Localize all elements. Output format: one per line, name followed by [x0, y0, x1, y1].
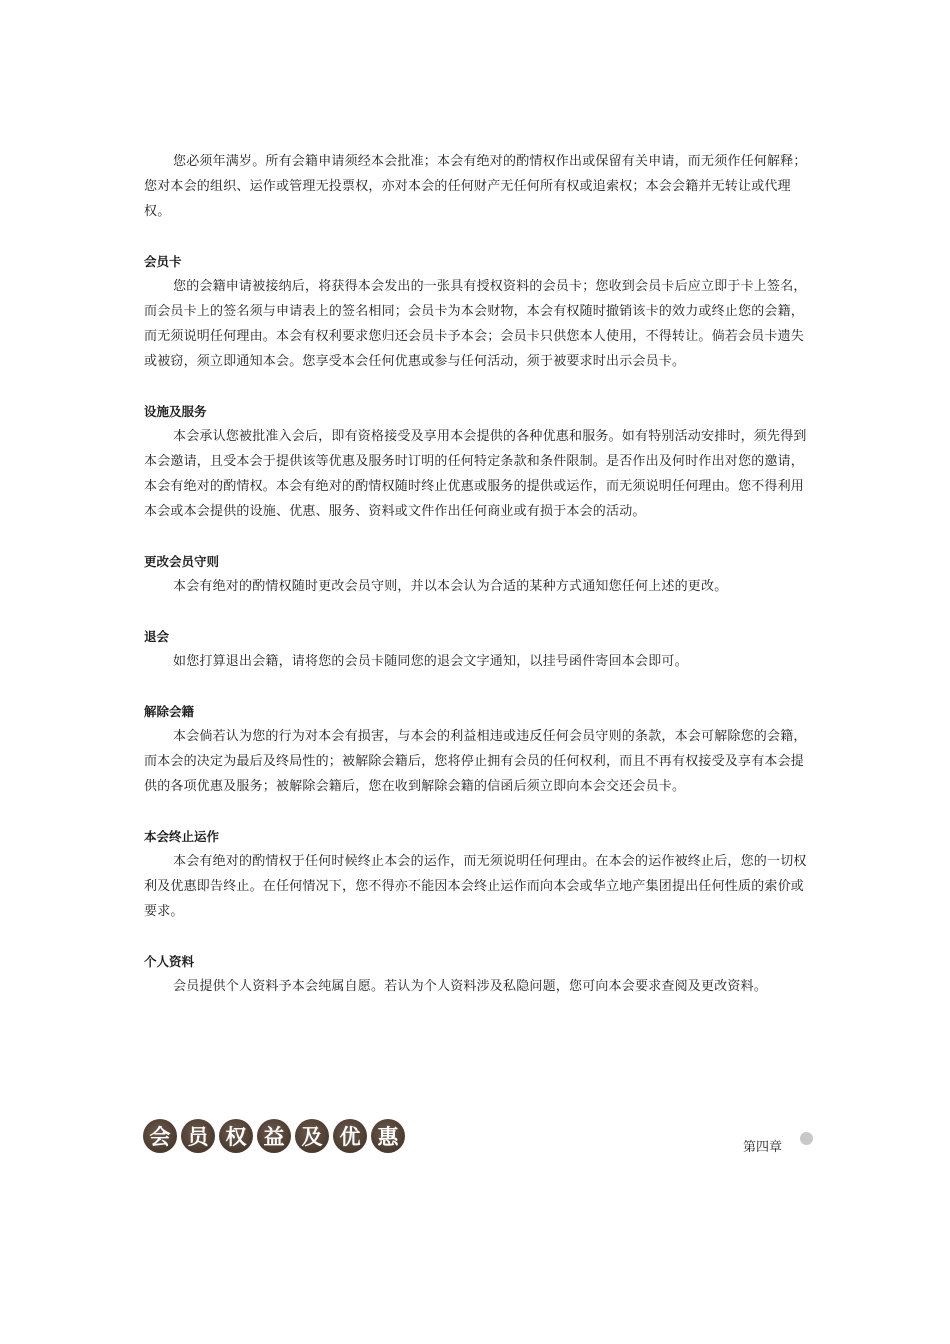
document-body	[144, 149, 812, 999]
section-body: 会员提供个人资料予本会纯属自愿。若认为个人资料涉及私隐问题，您可向本会要求查阅及更改资料。	[173, 979, 768, 994]
title-badge: 会	[143, 1119, 177, 1153]
title-badge: 及	[295, 1119, 329, 1153]
intro-paragraph: 您必须年满岁。所有会籍申请须经本会批准；本会有绝对的酌情权作出或保留有关申请，而无须作任何解释；您对本会的组织、运作或管理无投票权，亦对本会的任何财产无任何所有权或追索权；本会会籍并无转让或代理权。	[144, 154, 807, 219]
section-title: 解除会籍	[144, 704, 195, 719]
section-body: 您的会籍申请被接纳后，将获得本会发出的一张具有授权资料的会员卡；您收到会员卡后应立即于卡上签名，而会员卡上的签名须与申请表上的签名相同；会员卡为本会财物，本会有权随时撤销该卡的效力或终止您的会籍，而无须说明任何理由。本会有权利要求您归还会员卡予本会；会员卡只供您本人使用，不得转让。倘若会员卡遗失或被窃，须立即通知本会。您享受本会任何优惠或参与任何活动，须于被要求时出示会员卡。	[144, 279, 807, 369]
page-footer	[143, 1119, 815, 1159]
section-club-closure	[144, 824, 812, 924]
section-rule-changes	[144, 549, 812, 599]
section-title: 更改会员守则	[144, 554, 220, 569]
section-body: 本会有绝对的酌情权于任何时候终止本会的运作，而无须说明任何理由。在本会的运作被终止后，您的一切权利及优惠即告终止。在任何情况下，您不得亦不能因本会终止运作而向本会或华立地产集团提出任何性质的索价或要求。	[144, 854, 807, 919]
chapter-title-badges	[143, 1119, 405, 1153]
title-badge: 益	[257, 1119, 291, 1153]
section-body: 本会承认您被批准入会后，即有资格接受及享用本会提供的各种优惠和服务。如有特别活动安排时，须先得到本会邀请，且受本会于提供该等优惠及服务时订明的任何特定条款和条件限制。是否作出及何时作出对您的邀请，本会有绝对的酌情权。本会有绝对的酌情权随时终止优惠或服务的提供或运作，而无须说明任何理由。您不得利用本会或本会提供的设施、优惠、服务、资料或文件作出任何商业或有损于本会的活动。	[144, 429, 807, 519]
section-termination-of-membership	[144, 699, 812, 799]
section-title: 会员卡	[144, 254, 182, 269]
section-personal-data	[144, 949, 812, 999]
section-body: 本会有绝对的酌情权随时更改会员守则，并以本会认为合适的某种方式通知您任何上述的更改。	[173, 579, 728, 594]
section-facilities	[144, 399, 812, 524]
title-badge: 惠	[371, 1119, 405, 1153]
title-badge: 优	[333, 1119, 367, 1153]
page-marker-dot	[800, 1132, 813, 1145]
section-body: 如您打算退出会籍，请将您的会员卡随同您的退会文字通知，以挂号函件寄回本会即可。	[173, 654, 688, 669]
section-title: 退会	[144, 629, 170, 644]
section-body: 本会倘若认为您的行为对本会有损害，与本会的利益相违或违反任何会员守则的条款，本会可解除您的会籍，而本会的决定为最后及终局性的；被解除会籍后，您将停止拥有会员的任何权利，而且不再有权接受及享有本会提供的各项优惠及服务；被解除会籍后，您在收到解除会籍的信函后须立即向本会交还会员卡。	[144, 729, 807, 794]
section-title: 个人资料	[144, 954, 195, 969]
section-withdrawal	[144, 624, 812, 674]
section-membership-card	[144, 249, 812, 374]
chapter-label: 第四章	[743, 1140, 783, 1155]
title-badge: 权	[219, 1119, 253, 1153]
section-title: 本会终止运作	[144, 829, 220, 844]
section-title: 设施及服务	[144, 404, 207, 419]
title-badge: 员	[181, 1119, 215, 1153]
